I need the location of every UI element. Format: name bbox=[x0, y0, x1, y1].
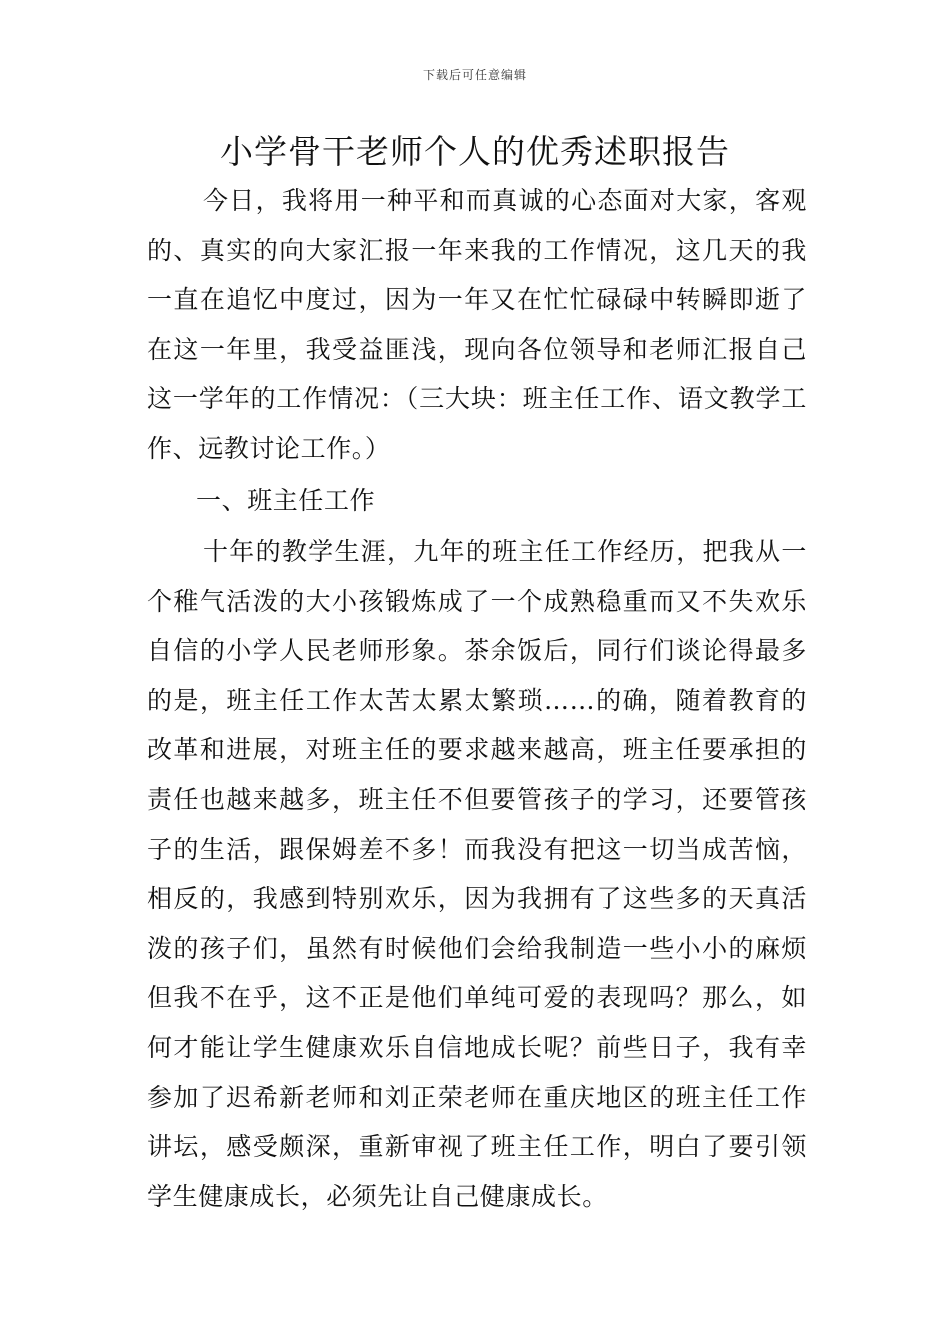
paragraph-class-teacher bbox=[147, 527, 807, 1221]
section-heading-text: 一、班主任工作 bbox=[196, 486, 376, 515]
header-note: 下载后可任意编辑 bbox=[422, 68, 527, 82]
paragraph-intro bbox=[147, 176, 807, 474]
paragraph-text: 今日，我将用一种平和而真诚的心态面对大家，客观的、真实的向大家汇报一年来我的工作情况，这几天的我一直在追忆中度过，因为一年又在忙忙碌碌中转瞬即逝了在这一年里，我受益匪浅，现向各位领导和老师汇报自己这一学年的工作情况：（三大块：班主任工作、语文教学工作、远教讨论工作。） bbox=[147, 186, 807, 463]
document-title: 小学骨干老师个人的优秀述职报告 bbox=[220, 132, 730, 171]
paragraph-text: 十年的教学生涯，九年的班主任工作经历，把我从一个稚气活泼的大小孩锻炼成了一个成熟稳重而又不失欢乐自信的小学人民老师形象。茶余饭后，同行们谈论得最多的是，班主任工作太苦太累太繁琐……的确，随着教育的改革和进展，对班主任的要求越来越高，班主任要承担的责任也越来越多，班主任不但要管孩子的学习，还要管孩子的生活，跟保姆差不多！而我没有把这一切当成苦恼，相反的，我感到特别欢乐，因为我拥有了这些多的天真活泼的孩子们，虽然有时候他们会给我制造一些小小的麻烦但我不在乎，这不正是他们单纯可爱的表现吗？那么，如何才能让学生健康欢乐自信地成长呢？前些日子，我有幸参加了迟希新老师和刘正荣老师在重庆地区的班主任工作讲坛，感受颇深，重新审视了班主任工作，明白了要引领学生健康成长，必须先让自己健康成长。 bbox=[147, 537, 807, 1211]
section-heading bbox=[147, 476, 807, 526]
